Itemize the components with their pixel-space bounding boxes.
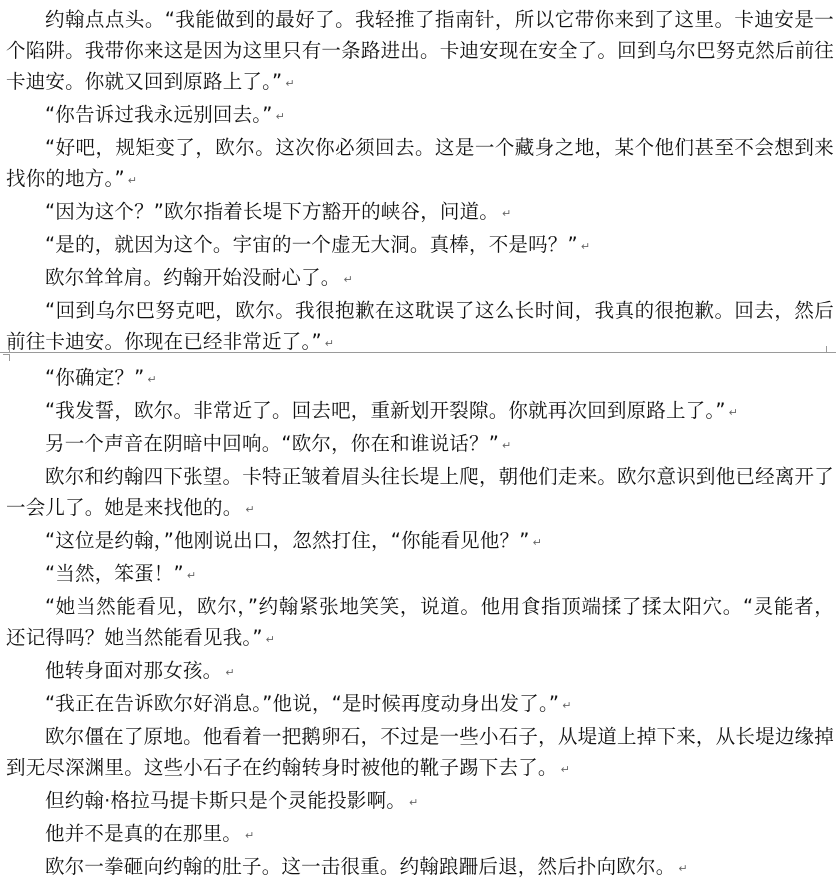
paragraph <box>6 362 834 395</box>
paragraph-mark-icon: ↵ <box>186 569 197 582</box>
paragraph <box>6 262 834 295</box>
document-page-1-body <box>6 4 834 359</box>
page-break-line <box>0 352 836 353</box>
paragraph-mark-icon: ↵ <box>275 110 285 123</box>
paragraph-mark-icon: ↵ <box>245 829 255 842</box>
paragraph <box>6 196 834 229</box>
paragraph-mark-icon: ↵ <box>343 273 353 286</box>
paragraph-mark-icon: ↵ <box>532 536 542 549</box>
paragraph <box>6 591 834 655</box>
paragraph <box>6 132 834 196</box>
paragraph-text: “因为这个？”欧尔指着长堤下方豁开的峡谷，问道。 <box>45 200 500 223</box>
paragraph-text: 欧尔和约翰四下张望。卡特正皱着眉头往长堤上爬，朝他们走来。欧尔意识到他已经离开了一会儿了。她是来找他的。 <box>6 465 834 519</box>
paragraph-text: 另一个声音在阴暗中回响。“欧尔，你在和谁说话？” <box>45 432 500 455</box>
page-break-divider <box>0 352 836 354</box>
paragraph-text: “我正在告诉欧尔好消息。”他说，“是时候再度动身出发了。” <box>45 692 560 715</box>
paragraph-text: 他并不是真的在那里。 <box>45 822 243 845</box>
paragraph <box>6 558 834 591</box>
paragraph-text: 欧尔耸耸肩。约翰开始没耐心了。 <box>45 266 341 289</box>
paragraph <box>6 655 834 688</box>
paragraph-text: 但约翰·格拉马提卡斯只是个灵能投影啊。 <box>45 789 406 812</box>
paragraph <box>6 525 834 558</box>
paragraph-mark-icon: ↵ <box>225 666 235 679</box>
paragraph-mark-icon: ↵ <box>127 174 138 187</box>
paragraph-text: “是的，就因为这个。宇宙的一个虚无大洞。真棒，不是吗？” <box>45 233 578 256</box>
paragraph-text: “她当然能看见，欧尔，”约翰紧张地笑笑，说道。他用食指顶端揉了揉太阳穴。“灵能者，还记得吗？她当然能看见我。” <box>6 595 834 649</box>
paragraph <box>6 818 834 851</box>
paragraph-text: “回到乌尔巴努克吧，欧尔。我很抱歉在这耽误了这么长时间，我真的很抱歉。回去，然后前往卡迪安。你现在已经非常近了。” <box>6 299 834 353</box>
paragraph <box>6 295 834 359</box>
paragraph <box>6 395 834 428</box>
paragraph <box>6 428 834 461</box>
paragraph <box>6 4 834 99</box>
paragraph-mark-icon: ↵ <box>147 373 157 386</box>
paragraph-text: “这位是约翰，”他刚说出口，忽然打住，“你能看见他？” <box>45 529 530 552</box>
paragraph-mark-icon: ↵ <box>580 240 591 253</box>
page-corner-marker <box>3 346 10 353</box>
paragraph-text: “我发誓，欧尔。非常近了。回去吧，重新划开裂隙。你就再次回到原路上了。” <box>45 399 726 422</box>
page-corner-marker <box>3 354 10 361</box>
paragraph-mark-icon: ↵ <box>245 503 255 516</box>
paragraph-text: 欧尔僵在了原地。他看着一把鹅卵石，不过是一些小石子，从堤道上掉下来，从长堤边缘掉到无尽深渊里。这些小石子在约翰转身时被他的靴子踢下去了。 <box>6 725 834 779</box>
paragraph-mark-icon: ↵ <box>409 796 419 809</box>
paragraph-text: “当然，笨蛋！” <box>45 562 184 585</box>
paragraph-text: “你告诉过我永远别回去。” <box>45 103 273 126</box>
paragraph-text: 他转身面对那女孩。 <box>45 659 223 682</box>
paragraph-text: 欧尔一拳砸向约翰的肚子。这一击很重。约翰踉跚后退，然后扑向欧尔。 <box>45 855 676 878</box>
paragraph-mark-icon: ↵ <box>502 439 512 452</box>
paragraph <box>6 229 834 262</box>
paragraph-text: “好吧，规矩变了，欧尔。这次你必须回去。这是一个藏身之地，某个他们甚至不会想到来找你的地方。” <box>6 136 834 190</box>
paragraph-mark-icon: ↵ <box>728 406 739 419</box>
paragraph-text: “你确定？” <box>45 366 145 389</box>
paragraph <box>6 785 834 818</box>
paragraph <box>6 99 834 132</box>
paragraph <box>6 461 834 525</box>
paragraph-mark-icon: ↵ <box>502 207 512 220</box>
paragraph-mark-icon: ↵ <box>678 862 688 875</box>
paragraph-text: 约翰点点头。“我能做到的最好了。我轻推了指南针，所以它带你来到了这里。卡迪安是一个陷阱。我带你来这是因为这里只有一条路进出。卡迪安现在安全了。回到乌尔巴努克然后前往卡迪安。你就又回到原路上了。” <box>6 8 834 93</box>
paragraph <box>6 851 834 884</box>
page-corner-marker <box>826 346 833 353</box>
paragraph <box>6 688 834 721</box>
paragraph-mark-icon: ↵ <box>265 633 276 646</box>
paragraph <box>6 721 834 785</box>
paragraph-mark-icon: ↵ <box>562 699 572 712</box>
paragraph-mark-icon: ↵ <box>560 763 571 776</box>
document-page-2-body <box>6 362 834 884</box>
paragraph-mark-icon: ↵ <box>285 77 295 90</box>
paragraph-mark-icon: ↵ <box>324 337 335 350</box>
